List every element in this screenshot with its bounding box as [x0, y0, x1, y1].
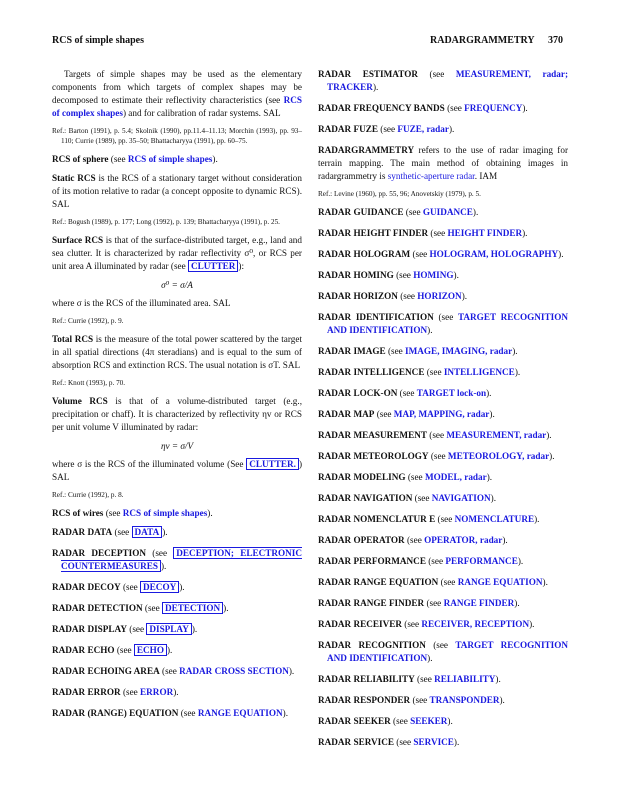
dictionary-entry: RADAR PERFORMANCE (see PERFORMANCE).	[318, 556, 524, 566]
dictionary-entry: RADAR RANGE FINDER (see RANGE FINDER).	[318, 598, 520, 608]
sar-link[interactable]: synthetic-aperture radar	[387, 171, 475, 181]
volume-where: where σ is the RCS of the illuminated volume (See CLUTTER. ) SAL	[52, 459, 302, 482]
entry-link[interactable]: IMAGE, IMAGING, radar	[405, 346, 513, 356]
intro-reference: Ref.: Barton (1991), p. 5.4; Skolnik (1990), pp.11.4–11.13; Morchin (1993), pp. 93–110; Currie (1989), pp. 35–50; Bhattacharyya (1991), pp. 60–75.	[52, 127, 302, 145]
clutter-link[interactable]: CLUTTER	[188, 260, 238, 272]
running-head-left: RCS of simple shapes	[52, 35, 144, 46]
surface-rcs-entry: Surface RCS is that of the surface-distributed target, e.g., land and sea clutter. It is characterized by radar reflectivity σ⁰, or RCS per unit area A illuminated by radar (see CLUTTER ):	[52, 235, 302, 271]
entry-radar-echoing-area: RADAR ECHOING AREA (see RADAR CROSS SECTION).	[52, 666, 295, 676]
dictionary-entry: RADAR SERVICE (see SERVICE).	[318, 737, 460, 747]
dictionary-entry: RADAR FUZE (see FUZE, radar).	[318, 124, 455, 134]
entry-link[interactable]: DETECTION	[162, 602, 223, 614]
entry-link[interactable]: TARGET RECOGNITION AND IDENTIFICATION	[327, 640, 569, 663]
dictionary-entry: RADAR IMAGE (see IMAGE, IMAGING, radar).	[318, 346, 518, 356]
entry-link[interactable]: RELIABILITY	[434, 674, 496, 684]
entry-link[interactable]: HOMING	[413, 270, 454, 280]
sphere-link[interactable]: RCS of simple shapes	[127, 154, 213, 164]
entry-link[interactable]: MAP, MAPPING, radar	[393, 409, 490, 419]
clutter-link-2[interactable]: CLUTTER.	[246, 458, 299, 470]
dictionary-entry: RADAR SEEKER (see SEEKER).	[318, 716, 453, 726]
radargrammetry-entry: RADARGRAMMETRY refers to the use of radar imaging for terrain mapping. The main method of obtaining images in radargrammetry is synthetic-aperture radar. IAM	[318, 145, 568, 181]
entry-link[interactable]: DATA	[132, 526, 163, 538]
entry-link[interactable]: RANGE FINDER	[443, 598, 515, 608]
dictionary-entry: RADAR MODELING (see MODEL, radar).	[318, 472, 493, 482]
entry-radar-range-equation: RADAR (RANGE) EQUATION (see RANGE EQUATION).	[52, 708, 288, 718]
entry-radar-data: RADAR DATA (see DATA ).	[52, 527, 168, 537]
dictionary-entry: RADAR HOLOGRAM (see HOLOGRAM, HOLOGRAPHY).	[318, 249, 564, 259]
total-rcs-entry: Total RCS is the measure of the total power scattered by the target in all spatial directions (4π steradians) and is equal to the sum of absorption RCS and extinction RCS. The usual notation is σT. SAL	[52, 334, 303, 370]
dictionary-entry: RADAR RECOGNITION (see TARGET RECOGNITION AND IDENTIFICATION).	[318, 640, 569, 663]
entry-link[interactable]: MODEL, radar	[424, 472, 487, 482]
entry-link[interactable]: DISPLAY	[146, 623, 192, 635]
dictionary-entry: RADAR OPERATOR (see OPERATOR, radar).	[318, 535, 508, 545]
intro-paragraph: Targets of simple shapes may be used as the elementary components from which targets of complex shapes may be decomposed to estimate their reflectivity characteristics (see RCS of complex shapes) and for calibration of radar systems. SAL	[52, 69, 303, 118]
entry-link[interactable]: ERROR	[140, 687, 174, 697]
entry-radar-error: RADAR ERROR (see ERROR).	[52, 687, 179, 697]
dictionary-entry: RADAR MAP (see MAP, MAPPING, radar).	[318, 409, 495, 419]
volume-equation: ηv = σ/V	[160, 441, 194, 451]
total-reference: Ref.: Knott (1993), p. 70.	[52, 379, 126, 387]
entry-link[interactable]: RECEIVER, RECEPTION	[421, 619, 530, 629]
entry-link[interactable]: GUIDANCE	[422, 207, 473, 217]
entry-link[interactable]: HOLOGRAM, HOLOGRAPHY	[429, 249, 559, 259]
dictionary-entry: RADAR NAVIGATION (see NAVIGATION).	[318, 493, 496, 503]
entry-link[interactable]: MEASUREMENT, radar	[446, 430, 547, 440]
entry-link[interactable]: NOMENCLATURE	[454, 514, 535, 524]
entry-link[interactable]: SERVICE	[413, 737, 454, 747]
entry-link[interactable]: MEASUREMENT, radar; TRACKER	[327, 69, 569, 92]
wires-link[interactable]: RCS of simple shapes	[122, 508, 208, 518]
volume-reference: Ref.: Currie (1992), p. 8.	[52, 491, 124, 499]
entry-link[interactable]: PERFORMANCE	[445, 556, 518, 566]
entry-radar-detection: RADAR DETECTION (see DETECTION ).	[52, 603, 229, 613]
dictionary-entry: RADAR IDENTIFICATION (see TARGET RECOGNITION AND IDENTIFICATION).	[318, 312, 568, 335]
left-column	[52, 68, 302, 728]
dictionary-entry: RADAR HEIGHT FINDER (see HEIGHT FINDER).	[318, 228, 528, 238]
surface-reference: Ref.: Currie (1992), p. 9.	[52, 317, 124, 325]
page-number: 370	[548, 35, 563, 46]
entries-group-b	[318, 206, 568, 749]
entry-radar-display: RADAR DISPLAY (see DISPLAY ).	[52, 624, 198, 634]
entry-link[interactable]: OPERATOR, radar	[424, 535, 503, 545]
entry-radar-echo: RADAR ECHO (see ECHO ).	[52, 645, 173, 655]
entry-link[interactable]: TARGET RECOGNITION AND IDENTIFICATION	[327, 312, 568, 335]
right-column	[318, 68, 568, 757]
dictionary-entry: RADAR FREQUENCY BANDS (see FREQUENCY).	[318, 103, 528, 113]
dictionary-entry: RADAR METEOROLOGY (see METEOROLOGY, radar).	[318, 451, 555, 461]
entry-link[interactable]: ECHO	[134, 644, 167, 656]
dictionary-entry: RADAR RECEIVER (see RECEIVER, RECEPTION).	[318, 619, 535, 629]
entry-link[interactable]: FUZE, radar	[397, 124, 449, 134]
entry-link[interactable]: DECEPTION; ELECTRONIC COUNTERMEASURES	[61, 548, 302, 571]
dictionary-entry: RADAR HOMING (see HOMING).	[318, 270, 459, 280]
dictionary-entry: RADAR MEASUREMENT (see MEASUREMENT, radar).	[318, 430, 552, 440]
sphere-entry: RCS of sphere (see RCS of simple shapes).	[52, 154, 218, 164]
entry-radar-deception: RADAR DECEPTION (see DECEPTION; ELECTRONIC COUNTERMEASURES ).	[52, 548, 302, 571]
entry-link[interactable]: RADAR CROSS SECTION	[179, 666, 289, 676]
dictionary-entry: RADAR HORIZON (see HORIZON).	[318, 291, 468, 301]
entries-group-a	[318, 68, 568, 136]
entry-link[interactable]: DECOY	[140, 581, 179, 593]
dictionary-entry: RADAR LOCK-ON (see TARGET lock-on).	[318, 388, 492, 398]
static-rcs-entry: Static RCS is the RCS of a stationary target without consideration of its motion relative to radar (a concept opposite to dynamic RCS). SAL	[52, 173, 302, 209]
entry-link[interactable]: HORIZON	[417, 291, 462, 301]
entry-link[interactable]: NAVIGATION	[431, 493, 491, 503]
dictionary-entry: RADAR ESTIMATOR (see MEASUREMENT, radar; TRACKER).	[318, 69, 569, 92]
dictionary-entry: RADAR INTELLIGENCE (see INTELLIGENCE).	[318, 367, 521, 377]
entry-link[interactable]: RANGE EQUATION	[197, 708, 283, 718]
entry-radar-decoy: RADAR DECOY (see DECOY ).	[52, 582, 185, 592]
entry-link[interactable]: FREQUENCY	[464, 103, 523, 113]
surface-equation: σ⁰ = σ/A	[161, 280, 193, 290]
entry-link[interactable]: METEOROLOGY, radar	[447, 451, 550, 461]
dictionary-entry: RADAR RANGE EQUATION (see RANGE EQUATION).	[318, 577, 548, 587]
entry-link[interactable]: INTELLIGENCE	[443, 367, 515, 377]
dictionary-entry: RADAR RELIABILITY (see RELIABILITY).	[318, 674, 501, 684]
dictionary-entry: RADAR RESPONDER (see TRANSPONDER).	[318, 695, 505, 705]
entry-link[interactable]: TARGET lock-on	[416, 388, 487, 398]
radargrammetry-reference: Ref.: Levine (1960), pp. 55, 96; Anovetskiy (1979), p. 5.	[318, 190, 481, 198]
entry-link[interactable]: RANGE EQUATION	[457, 577, 543, 587]
dictionary-entry: RADAR NOMENCLATUR E (see NOMENCLATURE).	[318, 514, 540, 524]
surface-where: where σ is the RCS of the illuminated area. SAL	[52, 298, 231, 308]
wires-entry: RCS of wires (see RCS of simple shapes).	[52, 508, 213, 518]
dictionary-entry: RADAR GUIDANCE (see GUIDANCE).	[318, 207, 479, 217]
volume-rcs-entry: Volume RCS is that of a volume-distributed target (e.g., precipitation or chaff). It is characterized by reflectivity ηv or RCS per unit volume V illuminated by radar:	[52, 396, 302, 432]
entry-link[interactable]: TRANSPONDER	[429, 695, 500, 705]
entry-link[interactable]: SEEKER	[410, 716, 448, 726]
running-head-right: RADARGRAMMETRY	[430, 35, 535, 46]
entry-link[interactable]: HEIGHT FINDER	[447, 228, 523, 238]
static-reference: Ref.: Bogush (1989), p. 177; Long (1992), p. 139; Bhattacharyya (1991), p. 25.	[52, 218, 280, 226]
rcs-complex-link[interactable]: RCS of complex shapes	[52, 95, 303, 118]
